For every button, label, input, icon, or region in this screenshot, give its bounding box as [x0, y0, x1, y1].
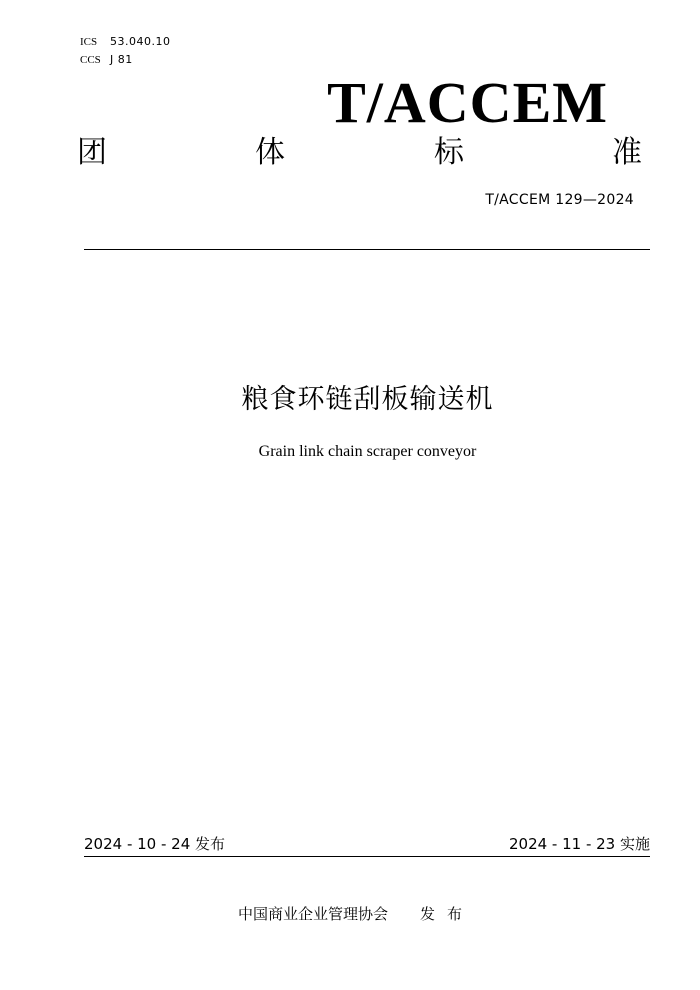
top-divider: [84, 249, 650, 250]
category-char-4: 准: [612, 135, 642, 170]
brand-mark: T/ACCEM: [327, 70, 608, 135]
ics-classification: [80, 35, 170, 49]
standard-code: T/ACCEM 129—2024: [485, 192, 634, 208]
publisher-verb: 发布: [420, 905, 475, 923]
publisher: [238, 904, 474, 924]
ccs-classification: [80, 53, 133, 67]
ccs-value: J 81: [110, 53, 133, 66]
title-chinese: 粮食环链刮板输送机: [241, 384, 494, 415]
category-char-1: 团: [77, 135, 107, 170]
ics-label: ICS: [80, 36, 98, 48]
category-char-3: 标: [434, 135, 464, 170]
publisher-name: 中国商业企业管理协会: [238, 905, 389, 923]
issue-date: 2024 - 10 - 24 发布: [84, 835, 226, 853]
ics-value: 53.040.10: [110, 35, 171, 48]
implementation-date: 2024 - 11 - 23 实施: [508, 835, 650, 853]
bottom-divider: [84, 856, 650, 857]
category-char-2: 体: [255, 135, 285, 170]
ccs-label: CCS: [80, 54, 101, 66]
title-english: Grain link chain scraper conveyor: [258, 443, 477, 460]
